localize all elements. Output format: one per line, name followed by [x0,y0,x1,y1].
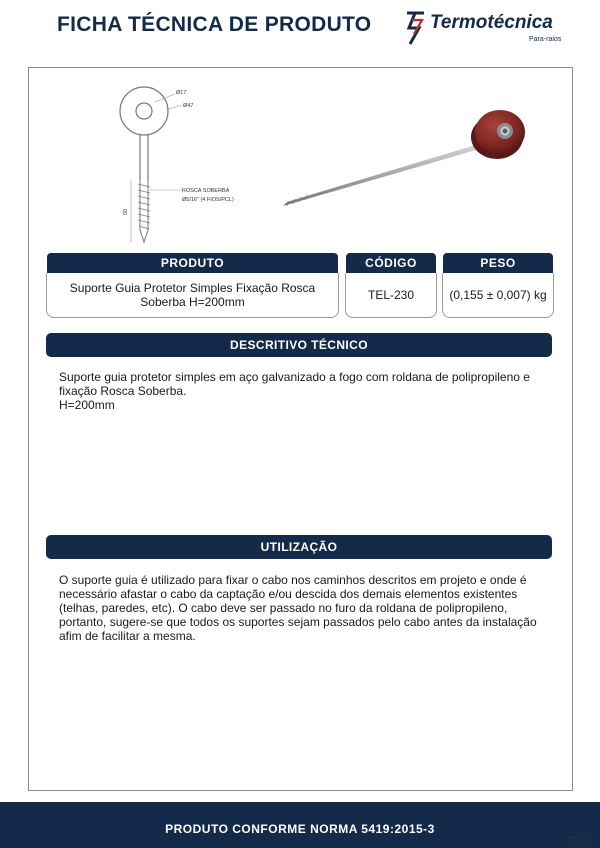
product-code: TEL-230 [367,288,415,302]
header [0,0,600,56]
technical-drawing [100,80,270,250]
logo-subtitle: Para-raios [529,36,562,43]
utilizacao-line: afim de facilitar a mesma. [59,629,196,643]
code-header: CÓDIGO [346,253,436,273]
footer-norm-text: PRODUTO CONFORME NORMA 5419:2015-3 [165,822,435,836]
brand-logo [404,8,574,50]
drawing-label-thread: ROSCA SOBERBA [182,188,230,194]
product-weight: (0,155 ± 0,007) kg [449,288,547,302]
product-photo [275,95,540,215]
product-name-line2: Soberba H=200mm [140,295,245,309]
descritivo-text [59,370,541,412]
page-title: FICHA TÉCNICA DE PRODUTO [57,13,372,36]
logo-text: Termotécnica [430,12,553,33]
weight-header: PESO [443,253,553,273]
section-header-utilizacao: UTILIZAÇÃO [46,535,552,559]
utilizacao-line: necessário afastar o cabo da captação e/ou descida dos demais elementos existentes [59,587,518,601]
utilizacao-text [59,573,541,643]
logo-mark-icon [404,10,428,46]
drawing-label-inner: Ø17 [176,90,187,96]
drawing-label-length: 50 [123,208,129,215]
revision-label: REV 1 [568,837,586,843]
section-header-descritivo: DESCRITIVO TÉCNICO [46,333,552,357]
product-name-line1: Suporte Guia Protetor Simples Fixação Rosca [69,281,316,295]
product-header: PRODUTO [47,253,338,273]
utilizacao-line: (telhas, paredes, etc). O cabo deve ser passado no furo da roldana de polipropileno, [59,601,508,615]
drawing-label-thread-spec: Ø5/16" (4 FIOS/PCL) [182,197,234,203]
code-cell [345,273,437,318]
descritivo-line: fixação Rosca Soberba. [59,384,187,398]
weight-cell [442,273,554,318]
descritivo-line: H=200mm [59,398,115,412]
product-cell [46,273,339,318]
drawing-label-outer: Ø47 [183,103,194,109]
utilizacao-line: portanto, sugere-se que todos os suportes sejam passados pelo cabo antes da instalação [59,615,537,629]
descritivo-line: Suporte guia protetor simples em aço galvanizado a fogo com roldana de polipropileno e [59,370,530,384]
utilizacao-line: O suporte guia é utilizado para fixar o cabo nos caminhos descritos em projeto e onde é [59,573,527,587]
footer [0,802,600,848]
